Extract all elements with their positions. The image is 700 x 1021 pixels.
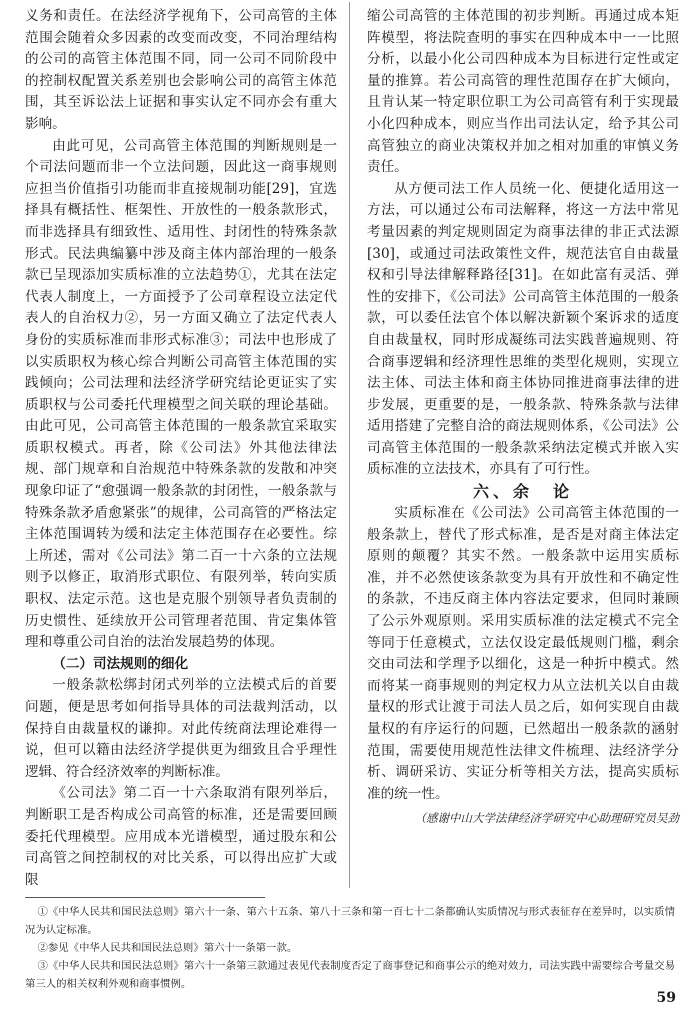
footnote-divider	[25, 897, 265, 898]
paragraph: 实质标准在《公司法》公司高管主体范围的一般条款上，替代了形式标准，是否是对商主体法定原则的颠覆？其实不然。一般条款中运用实质标准，并不必然使该条款变为具有开放性和不确定性的条款，不违反商主体内容法定要求，但同时兼顾了公示外观原则。采用实质标准的法定模式不完全等同于任意模式，立法仅设定最低规则门槛，剩余交由司法和学理予以细化，这是一种折中模式。然而将某一商事规则的判定权力从立法机关以自由裁量权的形式让渡于司法人员之后，如何实现自由裁量权的有序运行的问题，已然超出一般条款的涵射范围，需要使用规范性法律文件梳理、法经济学分析、调研采访、实证分析等相关方法，提高实质标准的统一性。	[367, 505, 679, 802]
paragraph: 义务和责任。在法经济学视角下，公司高管的主体范围会随着众多因素的改变而改变，不同治理结构的公司的高管主体范围不同，同一公司不同阶段中的控制权配置关系差别也会影响公司的高管主体范围，其至诉讼法上证据和事实认定不同亦会有重大影响。	[25, 8, 337, 132]
paragraph: 从方便司法工作人员统一化、便捷化适用这一方法，可以通过公布司法解释，将这一方法中常见考量因素的判定规则固定为商事法律的非正式法源[30]，或通过司法政策性文件，规范法官自由裁量权和引导法律解释路径[31]。在如此富有灵活、弹性的安排下，《公司法》公司高管主体范围的一般条款，可以委任法官个体以解决新颖个案诉求的适度自由裁量权，同时形成凝练司法实践普遍规则、符合商事逻辑和经济理性思维的类型化规则，实现立法主体、司法主体和商主体协同推进商事法律的进步发展，更重要的是，一般条款、特殊条款与法律适用搭建了完整自洽的商法规则体系，《公司法》公司高管主体范围的一般条款采纳法定模式并嵌入实质标准的立法技术，亦具有了可行性。	[367, 180, 679, 478]
sub-heading: （二）司法规则的细化	[52, 655, 189, 672]
section-heading: 六、余 论	[472, 482, 573, 502]
left-column	[25, 6, 337, 891]
paragraph: 由此可见，公司高管主体范围的判断规则是一个司法问题而非一个立法问题，因此这一商事规则应担当价值指引功能而非直接规制功能[29]，宜选择具有概括性、框架性、开放性的一般条款形式，而非选择具有细致性、适用性、封闭性的特殊条款形式。民法典编纂中涉及商主体内部治理的一般条款已呈现添加实质标准的立法趋势①，尤其在法定代表人制度上，一方面授予了公司章程设立法定代表人的自治权力②，另一方面又确立了法定代表人身份的实质标准而非形式标准③；司法中也形成了以实质职权为核心综合判断公司高管主体范围的实践倾向；公司法理和法经济学研究结论更证实了实质职权与公司委托代理模型之间关联的理论基础。由此可见，公司高管主体范围的一般条款宜采取实质职权模式。再者，除《公司法》外其他法律法规、部门规章和自治规范中特殊条款的发散和冲突现象印证了“愈强调一般条款的封闭性，一般条款与特殊条款矛盾愈紧张”的规律，公司高管的严格法定主体范围调转为缓和法定主体范围存在必要性。综上所述，需对《公司法》第二百一十六条的立法规则予以修正，取消形式职位、有限列举，转向实质职权、法定示范。这也是克服个别领导者负责制的历史惯性、延续放开公司管理者范围、肯定集体管理和尊重公司自治的法治发展趋势的体现。	[25, 137, 337, 651]
column-divider	[349, 2, 350, 888]
footnote: ②参见《中华人民共和国民法总则》第六十一条第一款。	[37, 942, 298, 954]
paragraph: 《公司法》第二百一十六条取消有限列举后，判断职工是否构成公司高管的标准，还是需要回顾委托代理模型。应用成本光谱模型，通过股东和公司高管之间控制权的对比关系，可以得出应扩大或限	[25, 785, 337, 888]
paragraph: 一般条款松绑封闭式列举的立法模式后的首要问题，便是思考如何指导具体的司法裁判活动，以保持自由裁量权的谦抑。对此传统商法理论难得一说，但可以籍由法经济学提供更为细致且合乎理性逻辑、符合经济效率的判断标准。	[25, 677, 337, 780]
right-column	[367, 6, 679, 830]
paragraph: 缩公司高管的主体范围的初步判断。再通过成本矩阵模型，将法院查明的事实在四种成本中一一比照分析，以最小化公司四种成本为目标进行定性或定量的推算。若公司高管的理性范围存在扩大倾向，且肯认某一特定职位职工为公司高管有利于实现最小化四种成本，则应当作出司法认定，给予其公司高管独立的商业决策权并加之相对加重的审慎义务责任。	[367, 8, 679, 176]
footnotes	[25, 903, 675, 993]
acknowledgement: （感谢中山大学法律经济学研究中心助理研究员吴劲	[414, 811, 679, 826]
footnote: ③《中华人民共和国民法总则》第六十一条第三款通过表见代表制度否定了商事登记和商事公示的绝对效力，司法实践中需要综合考量交易第三人的相关权利外观和商事惯例。	[25, 960, 675, 990]
footnote: ①《中华人民共和国民法总则》第六十一条、第六十五条、第八十三条和第一百七十二条都确认实质情况与形式表征存在差异时，以实质情况为认定标准。	[25, 906, 675, 936]
page-number: 59	[656, 990, 676, 1006]
